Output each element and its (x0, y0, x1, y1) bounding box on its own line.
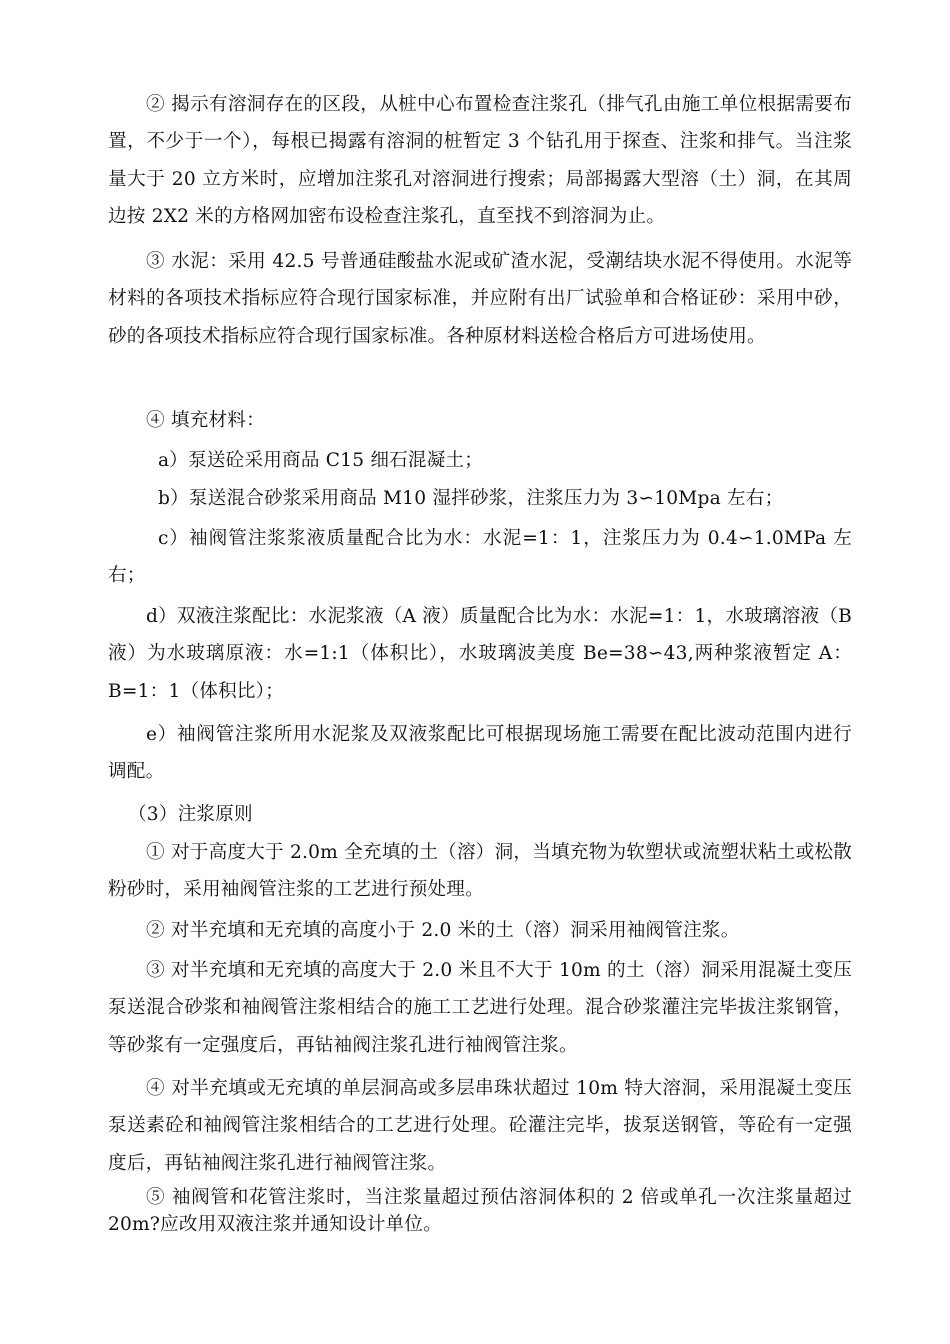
section-heading-grouting-principles: （3）注浆原则 (128, 804, 253, 825)
paragraph-cement: ③ 水泥：采用 42.5 号普通硅酸盐水泥或矿渣水泥，受潮结块水泥不得使用。水泥等材料的各项技术指标应符合现行国家标准，并应附有出厂试验单和合格证砂：采用中砂，砂的各项技术指标应符合现行国家标准。各种原材料送检合格后方可进场使用。 (108, 251, 852, 347)
list-item-a: a）泵送砼采用商品 C15 细石混凝土； (158, 450, 484, 471)
principle-1: ① 对于高度大于 2.0m 全充填的土（溶）洞，当填充物为软塑状或流塑状粘土或松散粉砂时，采用袖阀管注浆的工艺进行预处理。 (108, 842, 852, 901)
principle-5: ⑤ 袖阀管和花管注浆时，当注浆量超过预估溶洞体积的 2 倍或单孔一次注浆量超过 20m?应改用双液注浆并通知设计单位。 (108, 1187, 852, 1235)
principle-3: ③ 对半充填和无充填的高度大于 2.0 米且不大于 10m 的土（溶）洞采用混凝土变压泵送混合砂浆和袖阀管注浆相结合的施工工艺进行处理。混合砂浆灌注完毕拔注浆钢管，等砂浆有一定强度后，再钻袖阀注浆孔进行袖阀管注浆。 (108, 960, 852, 1056)
principle-2: ② 对半充填和无充填的高度小于 2.0 米的土（溶）洞采用袖阀管注浆。 (146, 920, 740, 941)
paragraph-inspection-holes: ② 揭示有溶洞存在的区段，从桩中心布置检查注浆孔（排气孔由施工单位根据需要布置，不少于一个），每根已揭露有溶洞的桩暂定 3 个钻孔用于探查、注浆和排气。当注浆量大于 20 立方米时，应增加注浆孔对溶洞进行搜索；局部揭露大型溶（土）洞，在其周边按 2X2 米的方格网加密布设检查注浆孔，直至找不到溶洞为止。 (108, 94, 852, 228)
list-item-d: d）双液注浆配比：水泥浆液（A 液）质量配合比为水：水泥=1：1，水玻璃溶液（B 液）为水玻璃原液：水=1:1（体积比），水玻璃波美度 Be=38∽43,两种浆液暂定 A：B=1：1（体积比）； (108, 606, 852, 702)
list-item-c: c）袖阀管注浆浆液质量配合比为水：水泥=1：1，注浆压力为 0.4∽1.0MPa 左右； (108, 528, 852, 587)
paragraph-filling-materials: ④ 填充材料： (146, 410, 265, 431)
principle-4: ④ 对半充填或无充填的单层洞高或多层串珠状超过 10m 特大溶洞，采用混凝土变压泵送素砼和袖阀管注浆相结合的工艺进行处理。砼灌注完毕，拔泵送钢管，等砼有一定强度后，再钻袖阀注浆孔进行袖阀管注浆。 (108, 1078, 852, 1174)
list-item-b: b）泵送混合砂浆采用商品 M10 湿拌砂浆，注浆压力为 3∽10Mpa 左右； (158, 488, 784, 509)
list-item-e: e）袖阀管注浆所用水泥浆及双液浆配比可根据现场施工需要在配比波动范围内进行调配。 (108, 724, 852, 783)
